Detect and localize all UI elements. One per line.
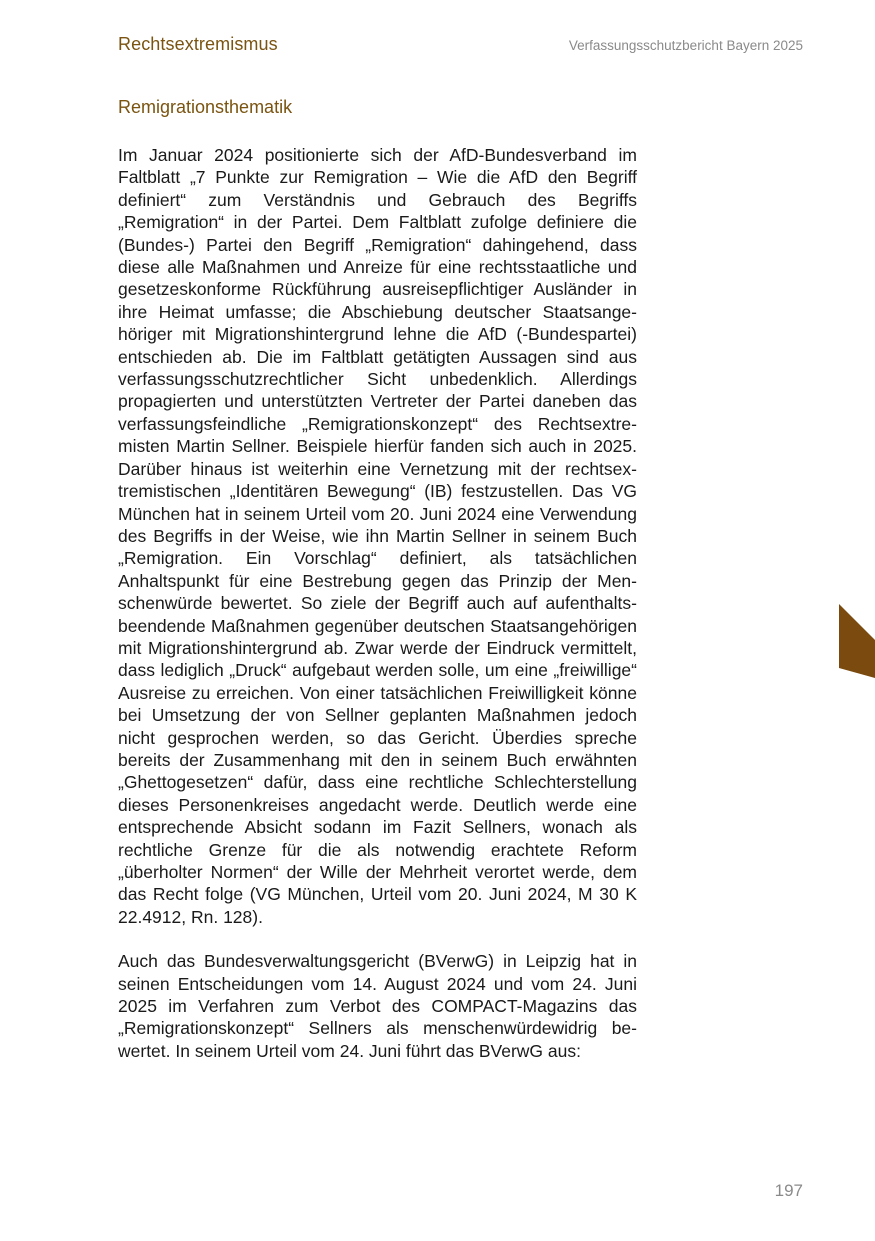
- running-header-publication: Verfassungsschutzbericht Bayern 2025: [568, 38, 803, 53]
- chapter-tab-marker: [839, 604, 875, 678]
- body-paragraph: Im Januar 2024 positionierte sich der AfD-Bundesverband im Faltblatt „7 Punkte zur Remigration – Wie die AfD den Begriff definiert“ zum Verständnis und Gebrauch des Begriffs „Remigration“ in der Partei. Dem Faltblatt zufolge definiere die (Bundes-) Partei den Begriff „Remigration“ dahingehend, dass diese alle Maßnahmen und Anreize für eine rechtsstaatliche und gesetzeskonforme Rückführung ausreisepflichtiger Ausländer in ihre Heimat umfasse; die Abschiebung deutscher Staatsangehöriger mit Migrationshintergrund lehne die AfD (-Bundespartei) entschieden ab. Die im Faltblatt getätigten Aussagen sind aus verfassungsschutzrechtlicher Sicht unbedenklich. Allerdings propagierten und unterstützten Vertreter der Partei daneben das verfassungsfeindliche „Remigrationskonzept“ des Rechtsextremisten Martin Sellner. Beispiele hierfür fanden sich auch in 2025. Darüber hinaus ist weiterhin eine Vernetzung mit der rechtsextremistischen „Identitären Bewegung“ (IB) festzustellen. Das VG München hat in seinem Urteil vom 20. Juni 2024 eine Verwendung des Begriffs in der Weise, wie ihn Martin Sellner in seinem Buch „Remigration. Ein Vorschlag“ definiert, als tatsächlichen Anhaltspunkt für eine Bestrebung gegen das Prinzip der Menschenwürde bewertet. So ziele der Begriff auch auf aufenthaltsbeendende Maßnahmen gegenüber deutschen Staatsangehörigen mit Migrationshintergrund ab. Zwar werde der Eindruck vermittelt, dass lediglich „Druck“ aufgebaut werden solle, um eine „freiwillige“ Ausreise zu erreichen. Von einer tatsächlichen Freiwilligkeit könne bei Umsetzung der von Sellner geplanten Maßnahmen jedoch nicht gesprochen werden, so das Gericht. Überdies spreche bereits der Zusammenhang mit den in seinem Buch erwähnten „Ghettogesetzen“ dafür, dass eine rechtliche Schlechterstellung dieses Personenkreises angedacht werde. Deutlich werde eine entsprechende Absicht sodann im Fazit Sellners, wonach als rechtliche Grenze für die als notwendig erachtete Reform „überholter Normen“ der Wille der Mehrheit verortet werde, dem das Recht folge (VG München, Urteil vom 20. Juni 2024, M 30 K 22.4912, Rn. 128).: [118, 145, 637, 927]
- chapter-tab-shape: [839, 604, 875, 678]
- main-content: [118, 96, 637, 1062]
- section-heading: Remigrationsthematik: [118, 97, 293, 117]
- body-paragraph: Auch das Bundesverwaltungsgericht (BVerwG) in Leipzig hat in seinen Entscheidungen vom 14. August 2024 und vom 24. Juni 2025 im Verfahren zum Verbot des COMPACT-Magazins das „Remigrationskonzept“ Sellners als menschenwürdewidrig bewertet. In seinem Urteil vom 24. Juni führt das BVerwG aus:: [118, 951, 637, 1061]
- page-number: 197: [774, 1181, 803, 1200]
- running-header-section: Rechtsextremismus: [118, 34, 278, 54]
